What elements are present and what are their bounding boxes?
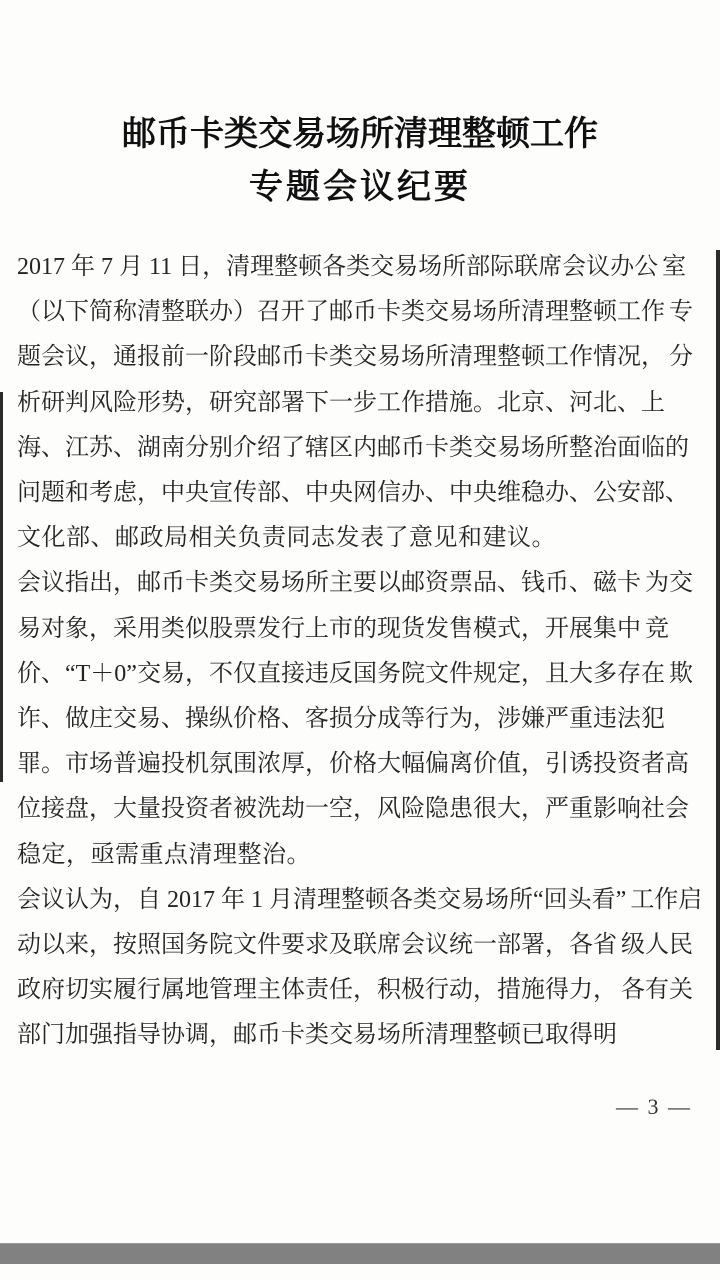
text-line: 竞价、“T＋0”交易，不仅直接违反国务院文件规定，且大多存在 [17, 615, 669, 687]
text-line: 文化部、邮政局相关负责同志发表了意见和建议。 [17, 525, 556, 552]
text-line: 问题和考虑，中央宣传部、中央网信办、中央维稳办、公安部、 [17, 480, 689, 507]
scan-bottom-bar [0, 1243, 720, 1264]
text-line: 为交易对象，采用类似股票发行上市的现货发售模式，开展集中 [17, 570, 693, 642]
text-line: 各有关部门加强指导协调，邮币卡类交易场所清理整顿已取得明 [17, 977, 693, 1049]
paragraph-1 [17, 245, 705, 561]
text-line: 海、江苏、湖南分别介绍了辖区内邮币卡类交易场所整治面临的 [17, 434, 689, 461]
document-body [17, 245, 705, 1059]
paragraph-3 [17, 878, 705, 1059]
page-number: — 3 — [616, 1094, 692, 1119]
scan-edge-streak-right [716, 250, 720, 1050]
text-line: 会议认为，自 2017 年 1 月清理整顿各类交易场所“回头看” [17, 886, 627, 913]
text-line: 罪。市场普遍投机氛围浓厚，价格大幅偏离价值，引诱投资者高 [17, 751, 689, 778]
text-line: 位接盘，大量投资者被洗劫一空，风险隐患很大，严重影响社会 [17, 796, 689, 823]
text-line: 2017 年 7 月 11 日，清理整顿各类交易场所部际联席会议办公 [17, 254, 659, 280]
scan-edge-streak-left [0, 392, 3, 782]
paragraph-2 [17, 561, 705, 877]
text-line: 会议指出，邮币卡类交易场所主要以邮资票品、钱币、磁卡 [17, 570, 641, 597]
text-line: 专题会议，通报前一阶段邮币卡类交易场所清理整顿工作情况， [17, 299, 693, 371]
text-line: 分析研判风险形势，研究部署下一步工作措施。北京、河北、上 [17, 344, 693, 416]
text-line: 欺诈、做庄交易、操纵价格、客损分成等行为，涉嫌严重违法犯 [17, 660, 693, 733]
title-line-2: 专题会议纪要 [249, 168, 471, 206]
document-title [0, 108, 720, 214]
text-line: 稳定，亟需重点清理整治。 [17, 841, 311, 868]
title-line-1: 邮币卡类交易场所清理整顿工作 [122, 115, 598, 153]
text-line: 工作启动以来，按照国务院文件要求及联席会议统一部署，各省 [17, 886, 703, 959]
text-line: 级人民政府切实履行属地管理主体责任，积极行动，措施得力， [17, 932, 693, 1004]
text-line: 室（以下简称清整联办）召开了邮币卡类交易场所清理整顿工作 [17, 254, 687, 326]
